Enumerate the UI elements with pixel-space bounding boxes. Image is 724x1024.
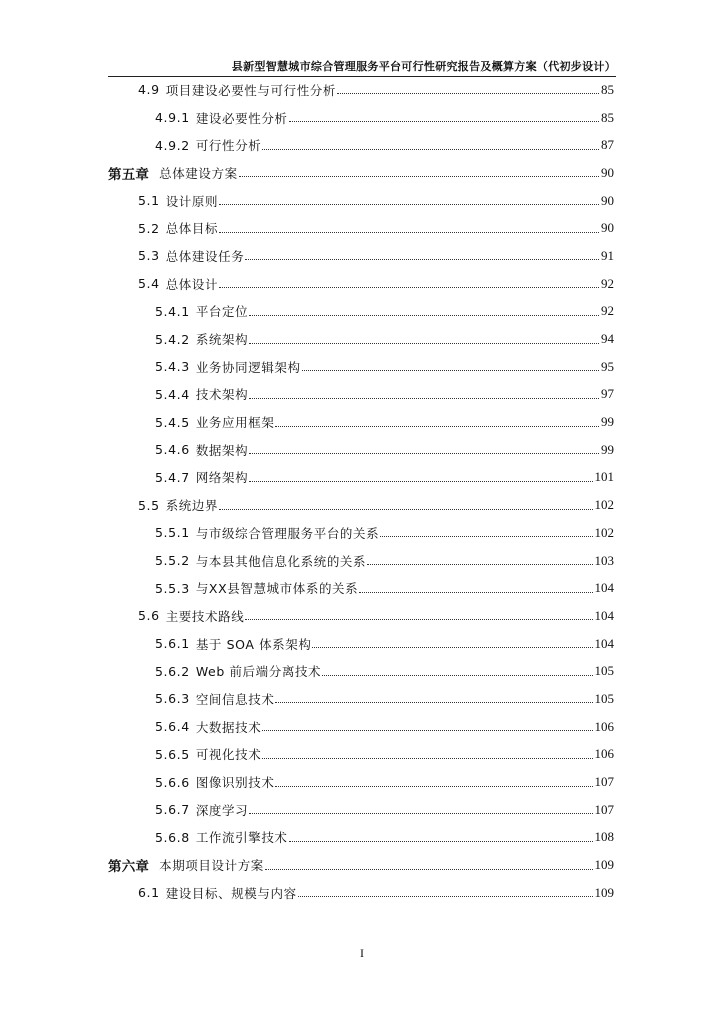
toc-entry[interactable]	[108, 242, 614, 270]
toc-entry-number: 5.4.3	[155, 359, 190, 375]
toc-entry-number: 4.9	[138, 82, 160, 98]
toc-entry[interactable]	[108, 491, 614, 519]
toc-entry-page: 101	[594, 469, 614, 485]
toc-chapter-entry[interactable]	[108, 851, 614, 879]
toc-entry-page: 92	[601, 275, 614, 291]
toc-entry-title: 基于 SOA 体系架构	[195, 636, 312, 652]
toc-entry-title: 数据架构	[195, 442, 249, 458]
toc-entry-number: 5.4	[138, 276, 160, 292]
toc-entry-title: 项目建设必要性与可行性分析	[165, 82, 336, 98]
toc-dot-leader	[289, 841, 593, 842]
toc-entry-title: 本期项目设计方案	[159, 858, 264, 874]
toc-dot-leader	[380, 536, 592, 537]
toc-entry-title: 主要技术路线	[165, 608, 245, 624]
toc-entry[interactable]	[108, 298, 614, 326]
toc-entry-number: 5.4.7	[155, 469, 190, 485]
toc-entry-page: 85	[601, 109, 614, 125]
toc-entry-title: 与XX县智慧城市体系的关系	[195, 581, 359, 597]
toc-dot-leader	[265, 869, 593, 870]
toc-entry-number: 5.2	[138, 220, 160, 236]
toc-entry-page: 108	[594, 829, 614, 845]
toc-entry-page: 94	[601, 331, 614, 347]
toc-dot-leader	[312, 647, 592, 648]
toc-dot-leader	[289, 121, 599, 122]
toc-entry[interactable]	[108, 574, 614, 602]
toc-entry-page: 92	[601, 303, 614, 319]
toc-entry-page: 97	[601, 386, 614, 402]
toc-entry-number: 5.6.8	[155, 829, 190, 845]
toc-entry-number: 5.6.5	[155, 746, 190, 762]
toc-dot-leader	[359, 592, 592, 593]
toc-entry-page: 106	[594, 746, 614, 762]
toc-entry-number: 第六章	[108, 859, 150, 876]
toc-entry-number: 5.5.2	[155, 553, 190, 569]
toc-entry-number: 5.4.6	[155, 442, 190, 458]
toc-entry-number: 5.6.7	[155, 802, 190, 818]
toc-entry-title: 平台定位	[195, 304, 249, 320]
toc-entry-title: 与本县其他信息化系统的关系	[195, 553, 367, 569]
toc-dot-leader	[249, 481, 592, 482]
toc-entry-title: 可行性分析	[195, 138, 262, 154]
toc-entry-number: 第五章	[108, 166, 150, 183]
toc-entry-title: 与市级综合管理服务平台的关系	[195, 525, 380, 541]
toc-entry-number: 5.6	[138, 608, 160, 624]
toc-entry-title: 系统架构	[195, 332, 249, 348]
toc-entry-title: Web 前后端分离技术	[195, 664, 322, 680]
toc-dot-leader	[302, 370, 599, 371]
toc-entry[interactable]	[108, 131, 614, 159]
toc-entry[interactable]	[108, 381, 614, 409]
toc-dot-leader	[262, 149, 599, 150]
toc-entry-title: 系统边界	[165, 498, 219, 514]
toc-entry-page: 109	[594, 884, 614, 900]
toc-entry-page: 99	[601, 414, 614, 430]
toc-entry-page: 103	[594, 552, 614, 568]
toc-entry-title: 总体目标	[165, 221, 219, 237]
toc-entry[interactable]	[108, 436, 614, 464]
toc-dot-leader	[219, 204, 599, 205]
toc-entry-number: 5.5.1	[155, 525, 190, 541]
toc-entry[interactable]	[108, 630, 614, 658]
toc-entry[interactable]	[108, 741, 614, 769]
toc-entry-number: 5.4.5	[155, 414, 190, 430]
toc-entry[interactable]	[108, 657, 614, 685]
toc-entry[interactable]	[108, 270, 614, 298]
toc-entry-page: 102	[594, 524, 614, 540]
toc-entry-title: 空间信息技术	[195, 691, 275, 707]
toc-dot-leader	[219, 232, 599, 233]
toc-entry-title: 业务应用框架	[195, 415, 275, 431]
toc-entry[interactable]	[108, 353, 614, 381]
toc-entry-number: 5.3	[138, 248, 160, 264]
toc-entry[interactable]	[108, 325, 614, 353]
toc-entry-page: 95	[601, 358, 614, 374]
toc-entry-title: 工作流引擎技术	[195, 830, 288, 846]
toc-dot-leader	[219, 509, 592, 510]
toc-dot-leader	[262, 730, 592, 731]
toc-entry-number: 5.1	[138, 193, 160, 209]
toc-entry-number: 5.6.4	[155, 719, 190, 735]
toc-entry-number: 5.6.1	[155, 636, 190, 652]
toc-dot-leader	[367, 564, 592, 565]
toc-entry[interactable]	[108, 602, 614, 630]
toc-entry[interactable]	[108, 187, 614, 215]
toc-entry-title: 网络架构	[195, 470, 249, 486]
toc-dot-leader	[322, 675, 592, 676]
toc-entry[interactable]	[108, 408, 614, 436]
toc-entry[interactable]	[108, 76, 614, 104]
running-header-title: 县新型智慧城市综合管理服务平台可行性研究报告及概算方案（代初步设计）	[231, 60, 616, 73]
toc-entry-page: 105	[594, 663, 614, 679]
toc-entry[interactable]	[108, 519, 614, 547]
toc-entry-page: 104	[594, 607, 614, 623]
toc-entry-title: 总体建设任务	[165, 248, 245, 264]
toc-entry[interactable]	[108, 713, 614, 741]
toc-entry-number: 5.6.3	[155, 691, 190, 707]
toc-entry-page: 90	[601, 192, 614, 208]
toc-chapter-entry[interactable]	[108, 159, 614, 187]
table-of-contents	[108, 76, 614, 907]
toc-entry-title: 建设必要性分析	[195, 110, 288, 126]
toc-entry-page: 105	[594, 690, 614, 706]
toc-dot-leader	[337, 93, 599, 94]
toc-entry-title: 业务协同逻辑架构	[195, 359, 301, 375]
toc-entry[interactable]	[108, 685, 614, 713]
toc-dot-leader	[245, 619, 592, 620]
page-number: I	[360, 946, 364, 960]
toc-entry-page: 107	[594, 801, 614, 817]
toc-dot-leader	[245, 259, 599, 260]
toc-entry-number: 5.4.4	[155, 386, 190, 402]
toc-entry-number: 5.4.2	[155, 331, 190, 347]
toc-dot-leader	[219, 287, 599, 288]
toc-entry-number: 5.5	[138, 497, 160, 513]
toc-entry-page: 106	[594, 718, 614, 734]
toc-entry-title: 可视化技术	[195, 747, 262, 763]
toc-entry-number: 5.6.2	[155, 663, 190, 679]
toc-dot-leader	[275, 702, 592, 703]
toc-dot-leader	[239, 176, 599, 177]
toc-entry-title: 深度学习	[195, 802, 249, 818]
running-header	[108, 60, 616, 77]
toc-entry[interactable]	[108, 214, 614, 242]
toc-entry-title: 总体设计	[165, 276, 219, 292]
toc-dot-leader	[275, 426, 599, 427]
toc-entry-number: 5.4.1	[155, 303, 190, 319]
toc-entry-page: 90	[601, 164, 614, 180]
toc-dot-leader	[262, 758, 592, 759]
toc-dot-leader	[249, 315, 599, 316]
toc-entry-page: 87	[601, 137, 614, 153]
toc-entry[interactable]	[108, 464, 614, 492]
toc-entry-page: 99	[601, 441, 614, 457]
toc-entry-number: 6.1	[138, 885, 160, 901]
toc-entry-page: 102	[594, 497, 614, 513]
toc-entry-page: 104	[594, 635, 614, 651]
toc-entry-number: 4.9.2	[155, 137, 190, 153]
toc-entry-title: 大数据技术	[195, 719, 262, 735]
toc-entry-page: 85	[601, 81, 614, 97]
toc-entry-number: 5.6.6	[155, 774, 190, 790]
toc-entry-page: 109	[594, 857, 614, 873]
toc-entry-number: 4.9.1	[155, 110, 190, 126]
toc-entry-title: 图像识别技术	[195, 775, 275, 791]
toc-dot-leader	[249, 813, 592, 814]
toc-entry[interactable]	[108, 796, 614, 824]
toc-entry-page: 107	[594, 774, 614, 790]
toc-entry[interactable]	[108, 768, 614, 796]
toc-dot-leader	[249, 398, 599, 399]
toc-entry[interactable]	[108, 879, 614, 907]
toc-dot-leader	[298, 896, 593, 897]
toc-entry-title: 建设目标、规模与内容	[165, 885, 297, 901]
toc-dot-leader	[249, 343, 599, 344]
toc-entry[interactable]	[108, 547, 614, 575]
toc-entry[interactable]	[108, 104, 614, 132]
toc-dot-leader	[275, 786, 592, 787]
toc-entry[interactable]	[108, 824, 614, 852]
toc-entry-number: 5.5.3	[155, 580, 190, 596]
toc-entry-page: 90	[601, 220, 614, 236]
toc-entry-title: 设计原则	[165, 193, 219, 209]
toc-entry-title: 总体建设方案	[159, 165, 238, 181]
toc-entry-title: 技术架构	[195, 387, 249, 403]
toc-dot-leader	[249, 453, 599, 454]
toc-entry-page: 91	[601, 247, 614, 263]
toc-entry-page: 104	[594, 580, 614, 596]
